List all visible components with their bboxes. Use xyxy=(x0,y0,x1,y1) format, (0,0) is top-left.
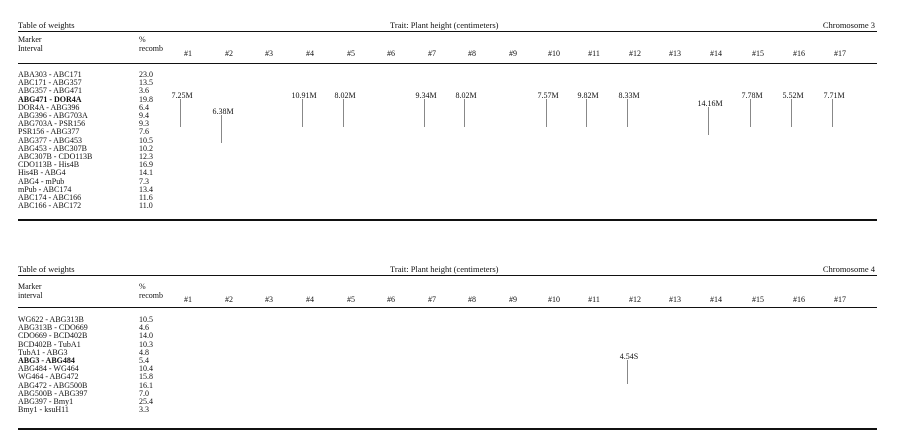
marker-interval: ABG377 - ABG453 xyxy=(18,135,83,145)
marker-interval: ABC174 - ABC166 xyxy=(18,193,82,202)
marker-interval: ABG453 - ABC307B xyxy=(18,143,87,153)
marker-interval: ABG472 - ABG500B xyxy=(18,380,88,390)
qtl-position-label: 4.54S xyxy=(619,352,639,361)
trait-column-header: #11 xyxy=(588,49,600,58)
bottom-rule xyxy=(18,428,877,430)
qtl-marker-line xyxy=(627,99,628,127)
marker-interval: ABC166 - ABC172 xyxy=(18,201,82,211)
trait-column-header: #9 xyxy=(509,49,517,58)
marker-interval: mPub - ABC174 xyxy=(18,184,72,194)
qtl-marker-line xyxy=(343,99,344,127)
recomb-value: 16.1 xyxy=(139,380,153,390)
marker-interval: ABG357 - ABG471 xyxy=(18,86,83,96)
recomb-value: 9.4 xyxy=(139,111,149,120)
trait-column-header: #14 xyxy=(710,295,722,304)
recomb-value: 10.2 xyxy=(139,143,153,153)
qtl-position-label: 14.16M xyxy=(697,98,723,108)
trait-column-header: #3 xyxy=(265,295,273,304)
marker-interval-header xyxy=(18,282,42,300)
marker-interval: ABG3 - ABG484 xyxy=(18,356,75,365)
table-header xyxy=(18,18,877,32)
recomb-value: 13.4 xyxy=(139,184,153,194)
recomb-value: 3.6 xyxy=(139,86,149,96)
qtl-position-label: 7.57M xyxy=(537,90,559,100)
qtl-position-label: 7.78M xyxy=(741,90,763,100)
qtl-marker-line xyxy=(791,99,792,127)
qtl-position-label: 10.91M xyxy=(291,90,317,100)
recomb-value: 19.8 xyxy=(139,94,153,104)
marker-interval: PSR156 - ABG377 xyxy=(18,127,80,137)
marker-interval: WG464 - ABG472 xyxy=(18,372,79,382)
recomb-header-line: % xyxy=(139,282,146,291)
trait-column-header: #16 xyxy=(793,295,805,304)
recomb-value: 11.6 xyxy=(139,193,153,202)
trait-column-header: #17 xyxy=(834,295,846,304)
qtl-marker-line xyxy=(750,99,751,127)
qtl-marker-line xyxy=(832,99,833,127)
trait-title: Trait: Plant height (centimeters) xyxy=(390,20,499,30)
recomb-value: 7.0 xyxy=(139,388,149,398)
table-title: Table of weights xyxy=(18,264,75,274)
marker-interval: ABA303 - ABC171 xyxy=(18,70,82,79)
column-header-rule xyxy=(18,307,877,308)
recomb-value: 7.3 xyxy=(139,176,149,186)
marker-interval-header xyxy=(18,35,43,53)
recomb-value: 10.4 xyxy=(139,364,153,374)
trait-column-header: #15 xyxy=(752,49,764,58)
qtl-position-label: 9.34M xyxy=(415,90,437,100)
weights-table-chromosome-3 xyxy=(18,18,877,223)
qtl-position-label: 5.52M xyxy=(782,90,804,100)
marker-interval: WG622 - ABG313B xyxy=(18,315,84,324)
trait-column-header: #6 xyxy=(387,295,395,304)
marker-interval: BCD402B - TubA1 xyxy=(18,339,81,349)
qtl-marker-line xyxy=(221,115,222,143)
trait-column-header: #12 xyxy=(629,49,641,58)
marker-header-line: interval xyxy=(18,291,43,300)
recomb-value: 15.8 xyxy=(139,372,153,382)
qtl-marker-line xyxy=(180,99,181,127)
weights-table-chromosome-4 xyxy=(18,262,877,432)
header-rule xyxy=(18,31,877,32)
marker-interval: DOR4A - ABG396 xyxy=(18,102,80,112)
trait-column-header: #1 xyxy=(184,49,192,58)
marker-header-line: Marker xyxy=(18,35,42,44)
trait-column-header: #10 xyxy=(548,49,560,58)
qtl-position-label: 7.25M xyxy=(171,90,193,100)
recomb-value: 4.8 xyxy=(139,347,149,357)
bottom-rule xyxy=(18,219,877,221)
recomb-header-line: recomb xyxy=(139,291,163,300)
marker-interval: ABG471 - DOR4A xyxy=(18,94,82,104)
trait-column-header: #4 xyxy=(306,295,314,304)
qtl-position-label: 6.38M xyxy=(212,107,234,116)
marker-header-line: Interval xyxy=(18,44,43,53)
qtl-marker-line xyxy=(464,99,465,127)
trait-column-header: #8 xyxy=(468,295,476,304)
qtl-position-label: 9.82M xyxy=(577,90,599,100)
table-header xyxy=(18,262,877,276)
recomb-value: 5.4 xyxy=(139,356,149,365)
recomb-header-line: % xyxy=(139,35,146,44)
trait-title: Trait: Plant height (centimeters) xyxy=(390,264,499,274)
trait-column-header: #9 xyxy=(509,295,517,304)
trait-column-header: #3 xyxy=(265,49,273,58)
qtl-position-label: 7.71M xyxy=(823,90,845,100)
marker-interval: ABC307B - CDO113B xyxy=(18,152,93,161)
header-rule xyxy=(18,275,877,276)
trait-column-header: #2 xyxy=(225,49,233,58)
trait-column-header: #6 xyxy=(387,49,395,58)
recomb-value: 12.3 xyxy=(139,152,153,161)
qtl-marker-line xyxy=(302,99,303,127)
qtl-marker-line xyxy=(424,99,425,127)
table-title: Table of weights xyxy=(18,20,75,30)
recomb-value: 4.6 xyxy=(139,323,149,333)
recomb-value: 10.5 xyxy=(139,315,153,324)
trait-column-header: #12 xyxy=(629,295,641,304)
qtl-marker-line xyxy=(708,107,709,135)
recomb-header xyxy=(139,35,163,53)
recomb-value: 10.5 xyxy=(139,135,153,145)
trait-column-header: #11 xyxy=(588,295,600,304)
trait-column-header: #16 xyxy=(793,49,805,58)
marker-interval: ABG703A - PSR156 xyxy=(18,119,86,129)
recomb-header-line: recomb xyxy=(139,44,163,53)
chromosome-label: Chromosome 3 xyxy=(822,20,875,30)
marker-interval: ABG396 - ABG703A xyxy=(18,111,88,120)
recomb-value: 3.3 xyxy=(139,405,149,415)
recomb-value: 14.0 xyxy=(139,331,153,341)
qtl-position-label: 8.02M xyxy=(334,90,356,100)
trait-column-header: #5 xyxy=(347,49,355,58)
trait-column-header: #1 xyxy=(184,295,192,304)
recomb-value: 23.0 xyxy=(139,70,153,79)
trait-column-header: #13 xyxy=(669,49,681,58)
recomb-value: 16.9 xyxy=(139,160,153,170)
trait-column-header: #17 xyxy=(834,49,846,58)
marker-interval: ABG500B - ABG397 xyxy=(18,388,88,398)
marker-interval: Bmy1 - ksuH11 xyxy=(18,405,69,415)
marker-interval: CDO113B - His4B xyxy=(18,160,80,170)
column-header-rule xyxy=(18,63,877,64)
trait-column-header: #2 xyxy=(225,295,233,304)
recomb-value: 9.3 xyxy=(139,119,149,129)
recomb-value: 10.3 xyxy=(139,339,153,349)
trait-column-header: #5 xyxy=(347,295,355,304)
marker-header-line: Marker xyxy=(18,282,42,291)
trait-column-header: #7 xyxy=(428,295,436,304)
trait-column-header: #4 xyxy=(306,49,314,58)
recomb-value: 7.6 xyxy=(139,127,149,137)
chromosome-label: Chromosome 4 xyxy=(822,264,875,274)
recomb-value: 14.1 xyxy=(139,168,153,178)
trait-column-header: #13 xyxy=(669,295,681,304)
trait-column-header: #15 xyxy=(752,295,764,304)
trait-column-header: #10 xyxy=(548,295,560,304)
marker-interval: ABG484 - WG464 xyxy=(18,364,79,374)
recomb-value: 13.5 xyxy=(139,78,153,88)
marker-interval: ABG4 - mPub xyxy=(18,176,65,186)
recomb-header xyxy=(139,282,163,300)
marker-interval: His4B - ABG4 xyxy=(18,168,66,178)
recomb-value: 25.4 xyxy=(139,397,153,406)
qtl-marker-line xyxy=(586,99,587,127)
qtl-marker-line xyxy=(627,360,628,384)
qtl-position-label: 8.33M xyxy=(618,90,640,100)
marker-interval: ABC171 - ABG357 xyxy=(18,78,82,88)
marker-interval: ABG313B - CDO669 xyxy=(18,323,88,333)
qtl-position-label: 8.02M xyxy=(455,90,477,100)
trait-column-header: #7 xyxy=(428,49,436,58)
marker-interval: TubA1 - ABG3 xyxy=(18,347,68,357)
recomb-value: 6.4 xyxy=(139,102,149,112)
trait-column-header: #14 xyxy=(710,49,722,58)
trait-column-header: #8 xyxy=(468,49,476,58)
recomb-value: 11.0 xyxy=(139,201,153,211)
marker-interval: ABG397 - Bmy1 xyxy=(18,397,74,406)
qtl-marker-line xyxy=(546,99,547,127)
marker-interval: CDO669 - BCD402B xyxy=(18,331,88,341)
